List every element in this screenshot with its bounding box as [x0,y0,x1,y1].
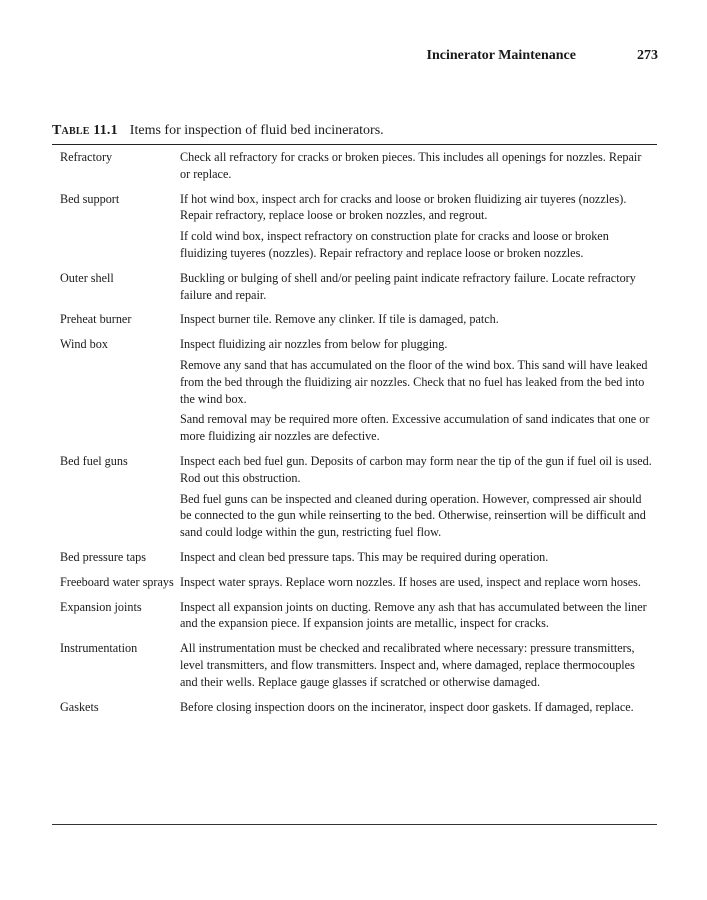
table-row [52,453,657,541]
description-paragraph: Inspect burner tile. Remove any clinker. If tile is damaged, patch. [180,312,499,327]
inspection-description [180,191,654,262]
inspection-item: Freeboard water sprays [60,574,174,589]
table-top-rule [52,144,657,145]
inspection-description [180,453,654,541]
inspection-item: Wind box [60,337,108,352]
inspection-description [180,149,654,183]
table-row [52,599,657,633]
inspection-item: Bed fuel guns [60,453,128,468]
description-paragraph: Before closing inspection doors on the incinerator, inspect door gaskets. If damaged, replace. [180,699,634,714]
table-row [52,574,657,591]
table-row [52,549,657,566]
inspection-description [180,574,654,591]
description-paragraph: All instrumentation must be checked and recalibrated where necessary: pressure transmitters, level transmitters, and flow transmitters. Inspect and, where damaged, replace thermocouples and their wells. Replace gauge glasses if scratched or otherwise damaged. [180,641,635,689]
table-bottom-rule [52,824,657,825]
table-row [52,336,657,445]
inspection-item: Expansion joints [60,599,142,614]
inspection-item: Bed support [60,191,120,206]
inspection-description [180,549,654,566]
running-head [52,48,658,68]
table-row [52,191,657,262]
description-paragraph: Inspect all expansion joints on ducting. Remove any ash that has accumulated between the liner and the expansion piece. If expansion joints are metallic, inspect for cracks. [180,599,647,631]
inspection-item: Refractory [60,150,113,164]
inspection-description [180,336,654,445]
inspection-description [180,699,654,716]
inspection-description [180,640,654,690]
table-caption [52,123,658,139]
description-paragraph: Remove any sand that has accumulated on the floor of the wind box. This sand will have leaked from the bed through the fluidizing air nozzles. Check that no fuel has leaked from the bed into the wind box. [180,357,648,406]
description-paragraph: Inspect water sprays. Replace worn nozzles. If hoses are used, inspect and replace worn hoses. [180,574,641,589]
table-row [52,149,657,183]
table-row [52,270,657,304]
inspection-item: Gaskets [60,699,99,714]
table-title: Items for inspection of fluid bed incinerators. [129,123,384,138]
table-row [52,640,657,690]
inspection-description [180,270,654,304]
description-paragraph: Bed fuel guns can be inspected and cleaned during operation. However, compressed air should be connected to the gun while reinserting to the bed. Otherwise, reinsertion will be difficult and sand could lodge within the gun, restricting fuel flow. [180,491,646,540]
inspection-item: Bed pressure taps [60,549,146,564]
description-paragraph: Buckling or bulging of shell and/or peeling paint indicate refractory failure. Locate refractory failure and repair. [180,270,636,302]
running-head-title: Incinerator Maintenance [426,48,576,63]
description-paragraph: Sand removal may be required more often. Excessive accumulation of sand indicates that one or more fluidizing air nozzles are defective. [180,412,650,444]
inspection-item: Preheat burner [60,312,132,327]
inspection-description [180,311,654,328]
inspection-item: Instrumentation [60,641,138,656]
table-label: Table 11.1 [52,123,118,138]
page-number: 273 [637,48,658,63]
description-paragraph: Check all refractory for cracks or broken pieces. This includes all openings for nozzles. Repair or replace. [180,150,642,181]
inspection-table [52,149,657,723]
description-paragraph: Inspect and clean bed pressure taps. This may be required during operation. [180,549,549,564]
description-paragraph: If hot wind box, inspect arch for cracks and loose or broken fluidizing air tuyeres (nozzles). Repair refractory, replace loose or broken nozzles, and regrout. [180,191,627,223]
inspection-item: Outer shell [60,270,114,285]
table-row [52,699,657,716]
description-paragraph: Inspect each bed fuel gun. Deposits of carbon may form near the tip of the gun if fuel oil is used. Rod out this obstruction. [180,453,652,485]
description-paragraph: If cold wind box, inspect refractory on construction plate for cracks and loose or broken fluidizing tuyeres (nozzles). Repair refractory and replace loose or broken nozzles. [180,229,609,260]
description-paragraph: Inspect fluidizing air nozzles from below for plugging. [180,337,448,352]
inspection-description [180,599,654,633]
table-row [52,311,657,328]
